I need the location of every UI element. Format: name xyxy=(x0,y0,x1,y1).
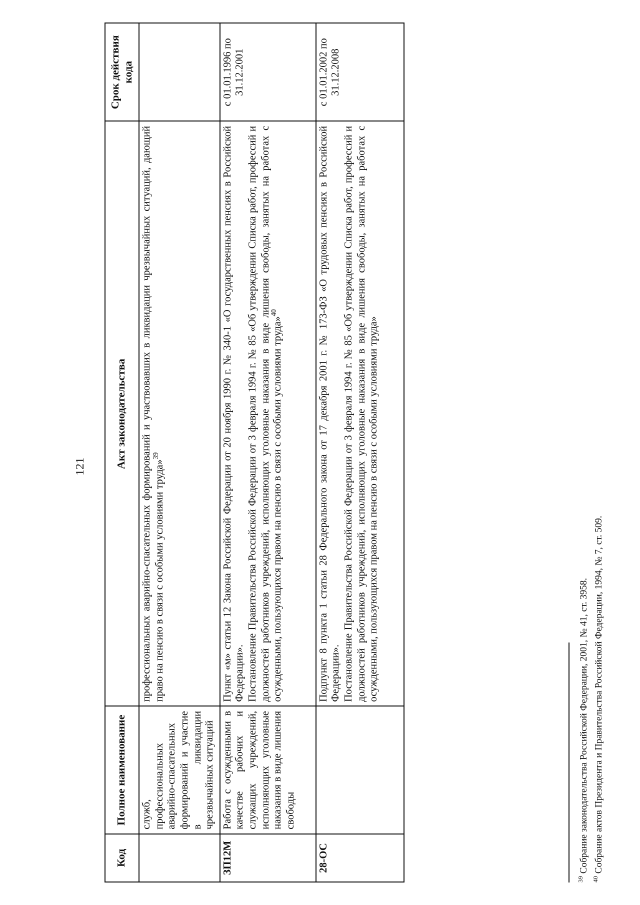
act-paragraph xyxy=(247,125,285,701)
cell-code: ЗП12М xyxy=(219,833,315,881)
footnote xyxy=(590,282,605,882)
footnote-text: Собрание актов Президента и Правительства Российской Федерации, 1994, № 7, ст. 509. xyxy=(594,515,605,874)
header-name: Полное наименование xyxy=(105,706,139,833)
header-act: Акт законодательства xyxy=(105,121,139,706)
act-text: Постановление Правительства Российской Федерации от 3 февраля 1994 г. № 85 «Об утверждении Списка работ, профессий и должностей работников учреждений, исполняющих уголовные наказания в виде лишения свободы, занятых на работах с осужденными, пользующихся правом на пенсию в связи с особыми условиями труда» xyxy=(246,125,284,702)
footnotes xyxy=(568,282,605,882)
footnote-number: 39 xyxy=(577,875,584,882)
table-header-row xyxy=(105,23,139,882)
table-row xyxy=(219,23,315,882)
cell-name: служб, профессиональных аварийно-спасательных формирований и участие в ликвидации чрезвычайных ситуаций xyxy=(139,706,220,833)
cell-act xyxy=(219,121,315,706)
cell-act xyxy=(139,121,220,706)
footnote xyxy=(575,282,590,882)
act-paragraph xyxy=(141,125,166,701)
act-paragraph: Подпункт 8 пункта 1 статьи 28 Федерального закона от 17 декабря 2001 г. № 173-ФЗ «О трудовых пенсиях в Российской Федерации». xyxy=(317,125,342,702)
act-paragraph: Постановление Правительства Российской Федерации от 3 февраля 1994 г. № 85 «Об утверждении Списка работ, профессий и должностей работников учреждений, исполняющих уголовные наказания в виде лишения свободы, занятых на работах с осужденными, пользующихся правом на пенсию в связи с особыми условиями труда» xyxy=(342,125,380,702)
act-paragraph: Пункт «м» статьи 12 Закона Российской Федерации от 20 ноября 1990 г. № 340-1 «О государственных пенсиях в Российской Федерации». xyxy=(221,125,246,702)
header-term: Срок действия кода xyxy=(105,23,139,121)
page-number: 121 xyxy=(72,457,86,475)
act-text: профессиональных аварийно-спасательных формирований и участвовавших в ликвидации чрезвычайных ситуаций, дающий право на пенсию в связи с особыми условиями труда» xyxy=(141,125,165,702)
cell-code xyxy=(139,833,220,881)
footnote-number: 40 xyxy=(592,875,600,882)
footnote-ref: 39 xyxy=(151,451,160,459)
table-row xyxy=(315,23,403,882)
cell-term: с 01.01.1996 по 31.12.2001 xyxy=(219,23,315,121)
cell-code: 28-ОС xyxy=(315,833,403,881)
legislation-table xyxy=(104,22,404,882)
cell-name: Работа с осужденными в качестве рабочих и служащих учреждений, исполняющих уголовные наказания в виде лишения свободы xyxy=(219,706,315,833)
cell-name xyxy=(315,706,403,833)
footnote-divider xyxy=(568,642,569,882)
footnote-text: Собрание законодательства Российской Федерации, 2001, № 41, ст. 3958. xyxy=(579,577,590,874)
cell-term xyxy=(139,23,220,121)
cell-act xyxy=(315,121,403,706)
header-code: Код xyxy=(105,833,139,881)
table-row xyxy=(139,23,220,882)
cell-term: с 01.01.2002 по 31.12.2008 xyxy=(315,23,403,121)
footnote-ref: 40 xyxy=(269,308,278,316)
